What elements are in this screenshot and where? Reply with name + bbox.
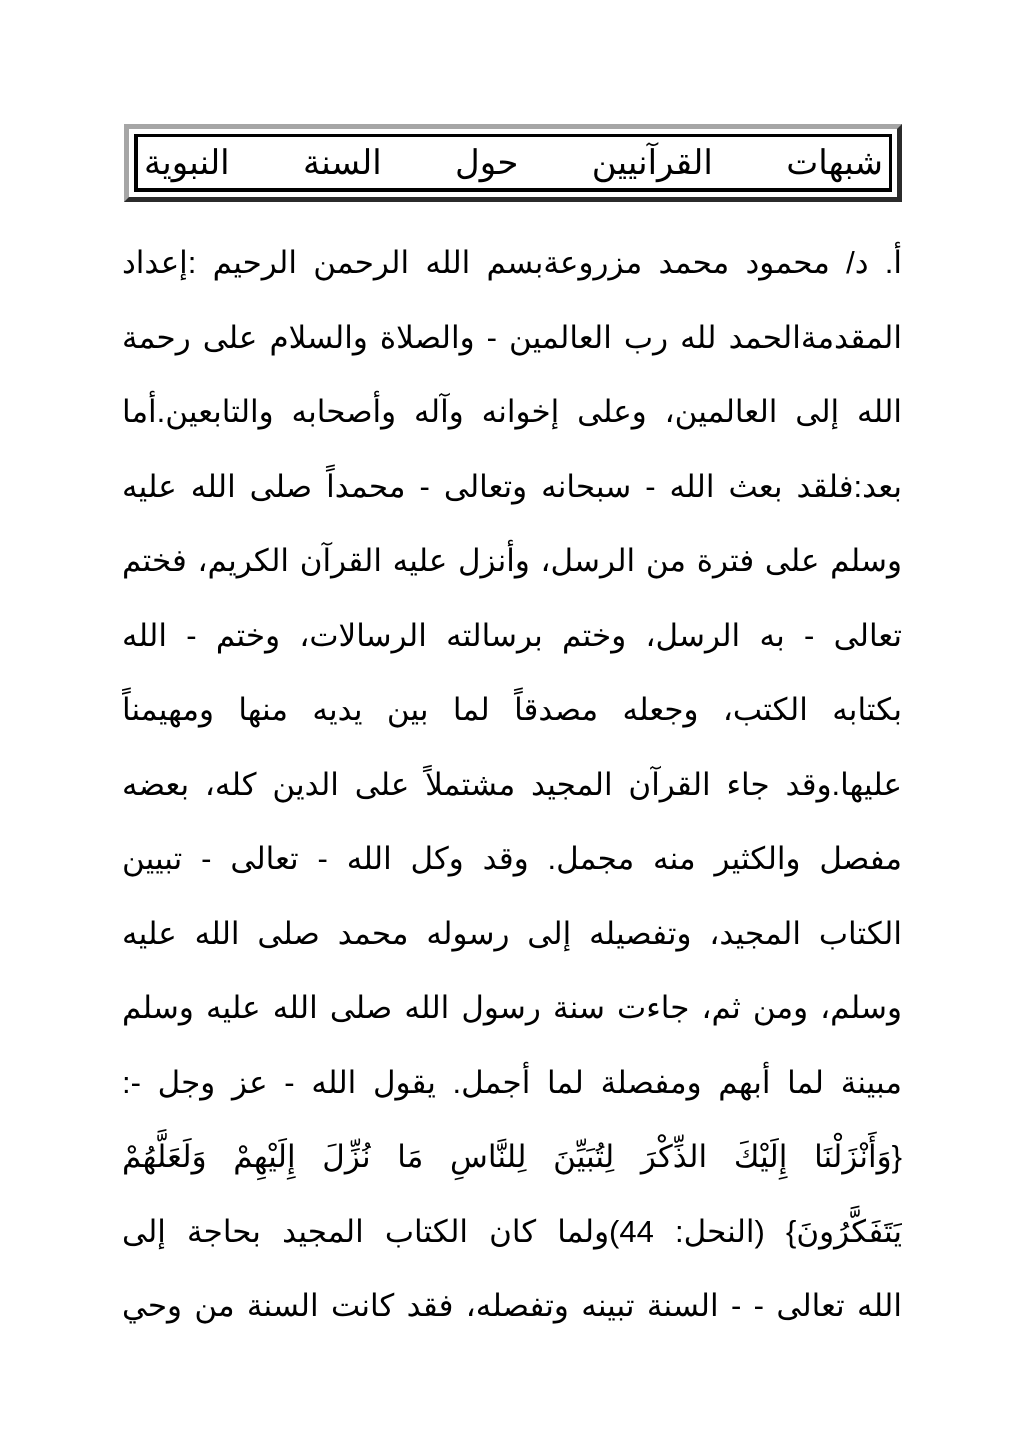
title-box bbox=[124, 124, 902, 202]
body-line: الله تعالى - - السنة تبينه وتفصله، فقد كانت السنة من وحي bbox=[122, 1288, 902, 1323]
article-body bbox=[122, 226, 902, 1344]
body-line: أ. د/ محمود محمد مزروعةبسم الله الرحمن الرحيم :إعداد bbox=[122, 245, 902, 280]
title-bar bbox=[134, 134, 892, 192]
title-word: السنة bbox=[303, 143, 382, 182]
title-word: حول bbox=[455, 143, 519, 182]
body-line: تعالى - به الرسل، وختم برسالته الرسالات، وختم - الله bbox=[122, 617, 902, 653]
body-line: بعد:فلقد بعث الله - سبحانه وتعالى - محمداً صلى الله عليه bbox=[122, 468, 902, 504]
body-line: عليها.وقد جاء القرآن المجيد مشتملاً على الدين كله، بعضه bbox=[122, 766, 902, 802]
body-line: بكتابه الكتب، وجعله مصدقاً لما بين يديه منها ومهيمناً bbox=[122, 692, 902, 727]
quran-verse-line: {وَأَنْزَلْنَا إِلَيْكَ الذِّكْرَ لِتُبَيِّنَ لِلنَّاسِ مَا نُزِّلَ إِلَيْهِمْ وَلَعَلَّهُمْ bbox=[122, 1139, 902, 1174]
title-word: النبوية bbox=[144, 143, 230, 182]
body-line: الكتاب المجيد، وتفصيله إلى رسوله محمد صلى الله عليه bbox=[122, 915, 902, 951]
body-line: مفصل والكثير منه مجمل. وقد وكل الله - تعالى - تبيين bbox=[122, 841, 902, 876]
body-line: مبينة لما أبهم ومفصلة لما أجمل. يقول الله - عز وجل -: bbox=[122, 1064, 902, 1100]
body-line: الله إلى العالمين، وعلى إخوانه وآله وأصحابه والتابعين.أما bbox=[122, 394, 902, 429]
title-word: القرآنيين bbox=[591, 143, 713, 182]
body-line: وسلم، ومن ثم، جاءت سنة رسول الله صلى الله عليه وسلم bbox=[122, 990, 902, 1025]
body-line: يَتَفَكَّرُونَ} (النحل: 44)ولما كان الكتاب المجيد بحاجة إلى bbox=[122, 1213, 902, 1249]
title-word: شبهات bbox=[786, 143, 883, 182]
body-line: المقدمةالحمد لله رب العالمين - والصلاة والسلام على رحمة bbox=[122, 319, 902, 355]
body-line: وسلم على فترة من الرسل، وأنزل عليه القرآن الكريم، فختم bbox=[122, 543, 902, 578]
